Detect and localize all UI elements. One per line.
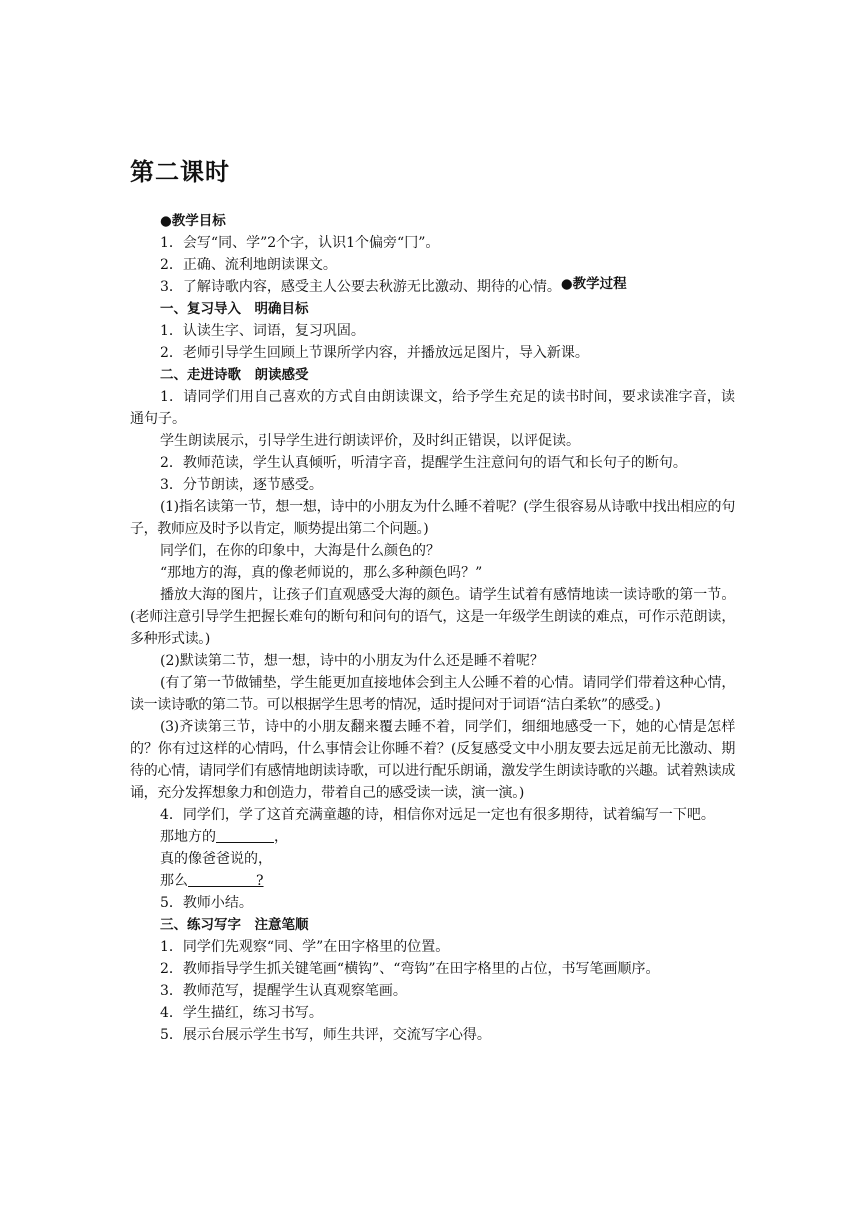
section-3-item: 2．教师指导学生抓关键笔画“横钩”、“弯钩”在田字格里的占位，书写笔画顺序。: [160, 961, 660, 977]
section-3-item: 1．同学们先观察“同、学”在田字格里的位置。: [160, 939, 450, 955]
fill-blank: [216, 828, 274, 843]
section-2-paragraph: 播放大海的图片，让孩子们直观感受大海的颜色。请学生试着有感情地读一读诗歌的第一节。(老师注意引导学生把握长难句的断句和问句的语气，这是一年级学生朗读的难点，可作示范朗读，多种形式读。): [130, 587, 735, 647]
section-2-paragraph: 同学们，在你的印象中，大海是什么颜色的？: [160, 543, 440, 559]
section-2-quote: “那地方的海，真的像老师说的，那么多种颜色吗？”: [160, 565, 483, 581]
section-3-item: 3．教师范写，提醒学生认真观察笔画。: [160, 983, 407, 999]
fill-blank: [188, 872, 256, 887]
lesson-body: [130, 210, 735, 1046]
fill-in-line-3: [130, 870, 735, 892]
section-2-paragraph: (1)指名读第一节，想一想，诗中的小朋友为什么睡不着呢？(学生很容易从诗歌中找出相应的句子，教师应及时予以肯定，顺势提出第二个问题。): [130, 499, 735, 537]
section-3-item: 4．学生描红，练习书写。: [160, 1005, 323, 1021]
section-1-heading: 一、复习导入 明确目标: [160, 301, 309, 317]
section-1-item: 1．认读生字、词语，复习巩固。: [160, 323, 365, 339]
goal-item: 3．了解诗歌内容，感受主人公要去秋游无比激动、期待的心情。: [160, 279, 561, 295]
fill-text: 那地方的: [160, 829, 216, 845]
section-2-heading: 二、走进诗歌 朗读感受: [160, 367, 309, 383]
section-2-paragraph: (有了第一节做铺垫，学生能更加直接地体会到主人公睡不着的心情。请同学们带着这种心情，读一读诗歌的第二节。可以根据学生思考的情况，适时提问对于词语“洁白柔软”的感受。): [130, 675, 735, 713]
goals-heading: ●教学目标: [160, 213, 226, 229]
lesson-title: 第二课时: [130, 158, 230, 186]
section-3-item: 5．展示台展示学生书写，师生共评，交流写字心得。: [160, 1027, 491, 1043]
section-3-heading: 三、练习写字 注意笔顺: [160, 917, 309, 933]
section-2-paragraph: 2．教师范读，学生认真倾听，听清字音，提醒学生注意问句的语气和长句子的断句。: [160, 455, 687, 471]
goal-item-with-heading: [130, 276, 735, 298]
goal-item: 1．会写“同、学”2个字，认识1个偏旁“冂”。: [160, 235, 440, 251]
section-1-item: 2．老师引导学生回顾上节课所学内容，并播放远足图片，导入新课。: [160, 345, 589, 361]
section-2-paragraph: (3)齐读第三节，诗中的小朋友翻来覆去睡不着，同学们，细细地感受一下，她的心情是怎样的？你有过这样的心情吗，什么事情会让你睡不着？(反复感受文中小朋友要去远足前无比激动、期待的心情，请同学们有感情地朗读诗歌，可以进行配乐朗诵，激发学生朗读诗歌的兴趣。试着熟读成诵，充分发挥想象力和创造力，带着自己的感受读一读，演一演。): [130, 719, 735, 801]
section-2-paragraph: (2)默读第二节，想一想，诗中的小朋友为什么还是睡不着呢？: [160, 653, 544, 669]
fill-text: 那么: [160, 873, 188, 889]
fill-text: ?: [256, 873, 264, 889]
fill-text: ，: [274, 829, 288, 845]
section-2-paragraph: 3．分节朗读，逐节感受。: [160, 477, 323, 493]
goal-item: 2．正确、流利地朗读课文。: [160, 257, 337, 273]
section-2-paragraph: 1．请同学们用自己喜欢的方式自由朗读课文，给予学生充足的读书时间，要求读准字音，读通句子。: [130, 389, 735, 427]
process-heading: ●教学过程: [560, 276, 627, 292]
fill-in-line-2: 真的像爸爸说的，: [160, 851, 272, 867]
section-2-paragraph: 5．教师小结。: [160, 895, 253, 911]
section-2-paragraph: 4．同学们，学了这首充满童趣的诗，相信你对远足一定也有很多期待，试着编写一下吧。: [160, 807, 715, 823]
fill-in-line-1: [130, 826, 735, 848]
section-2-paragraph: 学生朗读展示，引导学生进行朗读评价，及时纠正错误，以评促读。: [160, 433, 580, 449]
